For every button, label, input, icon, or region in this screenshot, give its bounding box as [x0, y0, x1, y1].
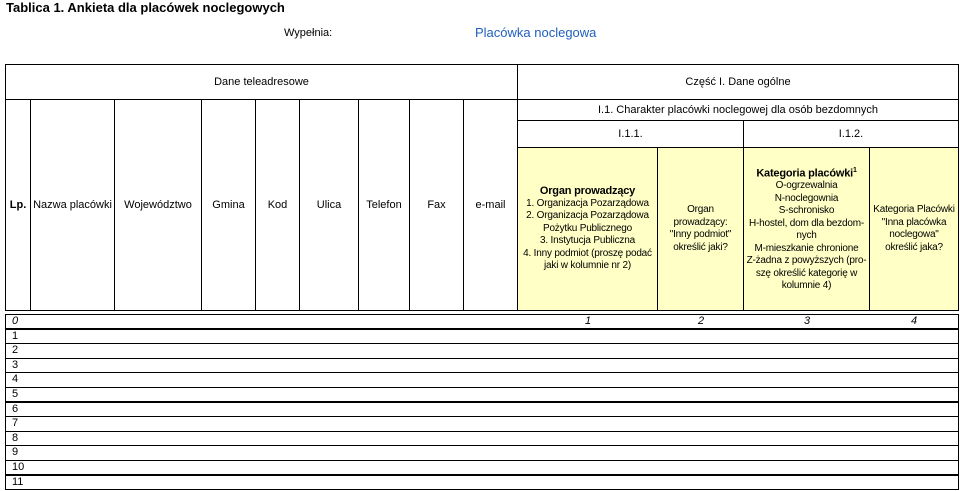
row-number: 3 [12, 358, 19, 371]
column-email [463, 99, 518, 311]
row-number: 7 [12, 417, 19, 430]
row-number: 5 [12, 387, 19, 400]
section-i11-label: I.1.1. [618, 127, 643, 140]
inna-line: określić jaka? [885, 241, 943, 253]
kategoria-line: kolumnie 4) [781, 280, 832, 292]
kategoria-line: M-mieszkanie chronione [754, 242, 859, 254]
kategoria-line: S-schronisko [778, 205, 835, 217]
column-email-label: e-mail [475, 198, 506, 211]
kategoria-line: O-ogrzewalnia [775, 180, 838, 192]
section-teleadresowe-label: Dane teleadresowe [214, 75, 309, 88]
page-title: Tablica 1. Ankieta dla placówek noclegowych [6, 0, 285, 15]
table-row [5, 402, 959, 418]
inny-line: prowadzący: [673, 216, 728, 228]
section-teleadresowe [5, 64, 518, 100]
section-czesc-i-label: Część I. Dane ogólne [685, 75, 791, 88]
column-gmina [201, 99, 256, 311]
row-number: 8 [12, 431, 19, 444]
kategoria-title [747, 165, 867, 180]
table-row [5, 416, 959, 432]
section-czesc-i [517, 64, 959, 100]
column-nazwa-label: Nazwa placówki [33, 198, 112, 211]
table-row [5, 343, 959, 359]
section-i11 [517, 120, 744, 148]
table-row [5, 445, 959, 461]
numbering-1: 1 [584, 315, 592, 327]
inny-line: "Inny podmiot" [669, 229, 732, 240]
inny-line: określić jaki? [673, 241, 728, 253]
column-fax [409, 99, 464, 311]
kategoria-line: szę określić kategorię w [755, 267, 858, 279]
row-number: 2 [12, 344, 19, 357]
kategoria-line: N-noclegownia [774, 192, 839, 204]
kategoria-title-text: Kategoria placówki [756, 167, 853, 180]
column-ulica-label: Ulica [316, 198, 342, 211]
table-row [5, 358, 959, 374]
numbering-4: 4 [910, 315, 918, 327]
inna-line: "Inna placówka [881, 216, 947, 228]
section-i12 [743, 120, 959, 148]
section-i12-label: I.1.2. [838, 127, 864, 140]
row-number: 4 [12, 373, 19, 386]
kategoria-footnote: 1 [852, 167, 857, 175]
table-row [5, 372, 959, 388]
column-kategoria [743, 147, 870, 311]
row-number: 11 [12, 475, 24, 488]
table-row [5, 460, 959, 476]
column-telefon-label: Telefon [366, 198, 402, 211]
column-gmina-label: Gmina [212, 198, 245, 211]
kategoria-line: Z-żadna z powyższych (pro- [746, 255, 867, 267]
row-number: 1 [12, 329, 19, 342]
column-nazwa [30, 99, 115, 311]
table-row [5, 387, 959, 403]
organ-line: 2. Organizacja Pozarządowa [526, 210, 649, 222]
inna-line: Kategoria Placówki [873, 204, 955, 215]
column-inny-podmiot [657, 147, 744, 311]
table-row [5, 475, 959, 491]
organ-line: 3. Instytucja Publiczna [540, 235, 635, 247]
fill-label: Wypełnia: [284, 27, 333, 39]
organ-line: 4. Inny podmiot (proszę podać [523, 247, 652, 259]
organ-title: Organ prowadzący [539, 185, 636, 198]
fill-value: Placówka noclegowa [475, 25, 597, 40]
numbering-2: 2 [697, 315, 705, 327]
column-organ [517, 147, 658, 311]
column-inna-placowka [869, 147, 959, 311]
numbering-row [5, 314, 959, 329]
organ-line: 1. Organizacja Pozarządowa [526, 197, 649, 209]
inna-line: noclegowa" [889, 229, 939, 240]
column-telefon [358, 99, 410, 311]
column-wojewodztwo-label: Województwo [124, 198, 192, 211]
section-charakter-label: I.1. Charakter placówki noclegowej dla osób bezdomnych [597, 103, 879, 116]
numbering-0: 0 [12, 315, 19, 327]
section-charakter [517, 99, 959, 121]
row-number: 10 [12, 460, 25, 473]
column-lp-label: Lp. [9, 198, 27, 211]
table-row [5, 329, 959, 345]
column-wojewodztwo [114, 99, 202, 311]
row-number: 6 [12, 402, 19, 415]
numbering-3: 3 [803, 315, 811, 327]
organ-line: jaki w kolumnie nr 2) [544, 260, 631, 272]
kategoria-line: H-hostel, dom dla bezdom- [748, 217, 865, 229]
column-lp [5, 99, 31, 311]
column-kod-label: Kod [267, 198, 288, 211]
row-number: 9 [12, 446, 19, 459]
inny-line: Organ [687, 204, 714, 215]
column-fax-label: Fax [427, 198, 446, 211]
kategoria-line: nych [796, 230, 817, 242]
column-kod [255, 99, 300, 311]
column-ulica [299, 99, 359, 311]
organ-line: Pożytku Publicznego [542, 222, 633, 234]
table-row [5, 431, 959, 447]
